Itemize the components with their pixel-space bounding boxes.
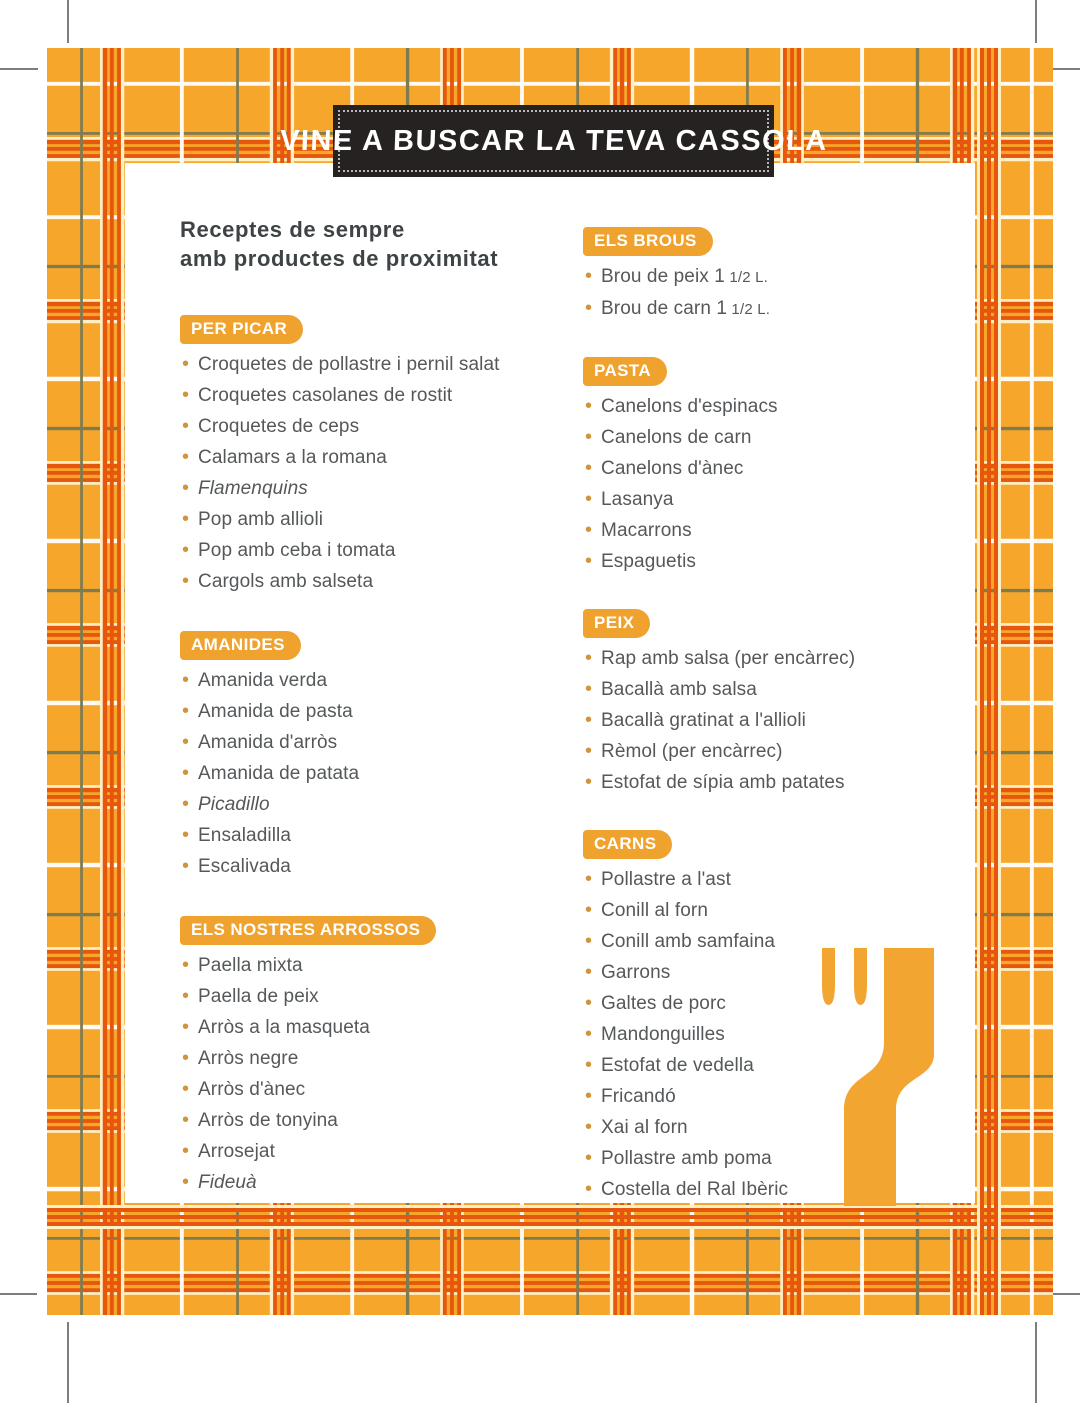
plaid-accent-band-right bbox=[977, 48, 1001, 1315]
bullet-icon: • bbox=[585, 426, 593, 448]
bullet-icon: • bbox=[585, 1023, 593, 1045]
menu-item bbox=[585, 422, 973, 453]
menu-item-label: Canelons de carn bbox=[601, 427, 752, 448]
crop-mark bbox=[1035, 0, 1037, 43]
title-banner-text: VINE A BUSCAR LA TEVA CASSOLA bbox=[279, 124, 828, 157]
menu-item-label: Conill al forn bbox=[601, 900, 709, 921]
menu-item-label: Paella de peix bbox=[198, 986, 319, 1007]
menu-item bbox=[585, 864, 973, 895]
menu-item-label: Pollastre a l'ast bbox=[601, 869, 731, 890]
bullet-icon: • bbox=[182, 954, 190, 976]
menu-item-label: Arròs d'ànec bbox=[198, 1079, 306, 1100]
menu-item-label: Lasanya bbox=[601, 489, 674, 510]
bullet-icon: • bbox=[585, 297, 593, 319]
menu-item bbox=[585, 484, 973, 515]
menu-item-label: Arròs de tonyina bbox=[198, 1110, 338, 1131]
menu-item-label: Amanida de pasta bbox=[198, 701, 353, 722]
menu-item bbox=[182, 1074, 575, 1105]
menu-item-list bbox=[182, 665, 575, 882]
bullet-icon: • bbox=[182, 477, 190, 499]
menu-item-list bbox=[585, 643, 973, 798]
menu-item-label: Canelons d'ànec bbox=[601, 458, 744, 479]
menu-item-list bbox=[585, 391, 973, 577]
plaid-accent-band-bottom bbox=[47, 1205, 1053, 1229]
menu-item bbox=[585, 391, 973, 422]
bullet-icon: • bbox=[182, 700, 190, 722]
menu-item-label: Pop amb ceba i tomata bbox=[198, 540, 396, 561]
menu-item bbox=[182, 696, 575, 727]
menu-item-label: Arròs negre bbox=[198, 1048, 299, 1069]
bullet-icon: • bbox=[182, 539, 190, 561]
bullet-icon: • bbox=[585, 647, 593, 669]
bullet-icon: • bbox=[182, 1140, 190, 1162]
menu-item-label: Arròs a la masqueta bbox=[198, 1017, 370, 1038]
menu-item-label: Rap amb salsa (per encàrrec) bbox=[601, 648, 856, 669]
bullet-icon: • bbox=[182, 731, 190, 753]
bullet-icon: • bbox=[182, 985, 190, 1007]
menu-section bbox=[583, 227, 973, 325]
menu-item bbox=[182, 411, 575, 442]
menu-item-label: Xai al forn bbox=[601, 1117, 688, 1138]
menu-item-list bbox=[585, 261, 973, 325]
menu-section bbox=[583, 357, 973, 577]
menu-item-label: Mandonguilles bbox=[601, 1024, 725, 1045]
bullet-icon: • bbox=[182, 508, 190, 530]
menu-item bbox=[585, 674, 973, 705]
bullet-icon: • bbox=[585, 519, 593, 541]
menu-item-label: Arrosejat bbox=[198, 1141, 275, 1162]
bullet-icon: • bbox=[182, 1016, 190, 1038]
bullet-icon: • bbox=[182, 824, 190, 846]
menu-item-label: Bacallà gratinat a l'allioli bbox=[601, 710, 806, 731]
bullet-icon: • bbox=[585, 550, 593, 572]
menu-item bbox=[182, 380, 575, 411]
bullet-icon: • bbox=[585, 899, 593, 921]
menu-item bbox=[182, 473, 575, 504]
menu-item-label: Estofat de sípia amb patates bbox=[601, 772, 845, 793]
bullet-icon: • bbox=[182, 384, 190, 406]
menu-item-label: Amanida d'arròs bbox=[198, 732, 338, 753]
bullet-icon: • bbox=[182, 855, 190, 877]
bullet-icon: • bbox=[182, 1047, 190, 1069]
menu-item-label: Bacallà amb salsa bbox=[601, 679, 757, 700]
menu-item bbox=[182, 349, 575, 380]
crop-mark bbox=[1035, 1322, 1037, 1403]
menu-item-label: Amanida verda bbox=[198, 670, 328, 691]
menu-item-label: Picadillo bbox=[198, 794, 270, 815]
bullet-icon: • bbox=[585, 740, 593, 762]
menu-item-label: Cargols amb salseta bbox=[198, 571, 374, 592]
intro-line-2: amb productes de proximitat bbox=[180, 246, 499, 271]
crop-mark bbox=[0, 68, 38, 70]
bullet-icon: • bbox=[585, 265, 593, 287]
bullet-icon: • bbox=[585, 488, 593, 510]
title-banner bbox=[279, 105, 828, 177]
intro-line-1: Receptes de sempre bbox=[180, 217, 405, 242]
menu-item-label: Flamenquins bbox=[198, 478, 308, 499]
section-header-pill: PEIX bbox=[583, 609, 650, 638]
menu-item-label: Canelons d'espinacs bbox=[601, 396, 778, 417]
bullet-icon: • bbox=[585, 868, 593, 890]
menu-item-label: Brou de peix 1 bbox=[601, 266, 725, 287]
menu-item-label: Croquetes casolanes de rostit bbox=[198, 385, 453, 406]
menu-item bbox=[182, 1167, 575, 1198]
menu-item bbox=[182, 727, 575, 758]
menu-column-left bbox=[180, 163, 575, 1198]
bullet-icon: • bbox=[182, 1171, 190, 1193]
menu-item-label: Croquetes de pollastre i pernil salat bbox=[198, 354, 500, 375]
bullet-icon: • bbox=[182, 353, 190, 375]
menu-item bbox=[182, 1012, 575, 1043]
bullet-icon: • bbox=[585, 961, 593, 983]
bullet-icon: • bbox=[585, 930, 593, 952]
menu-item-label: Conill amb samfaina bbox=[601, 931, 776, 952]
menu-item bbox=[585, 643, 973, 674]
menu-item-label: Costella del Ral Ibèric bbox=[601, 1179, 789, 1200]
bullet-icon: • bbox=[182, 793, 190, 815]
menu-item-label: Galtes de porc bbox=[601, 993, 726, 1014]
menu-item-size: 1/2 L. bbox=[727, 301, 771, 318]
crop-mark bbox=[67, 1322, 69, 1403]
menu-item bbox=[585, 705, 973, 736]
bullet-icon: • bbox=[585, 1085, 593, 1107]
bullet-icon: • bbox=[182, 669, 190, 691]
bullet-icon: • bbox=[585, 457, 593, 479]
section-header-pill: ELS NOSTRES ARROSSOS bbox=[180, 916, 436, 945]
bullet-icon: • bbox=[182, 446, 190, 468]
section-header-pill: ELS BROUS bbox=[583, 227, 713, 256]
menu-item bbox=[182, 535, 575, 566]
bullet-icon: • bbox=[585, 1178, 593, 1200]
menu-item-label: Pollastre amb poma bbox=[601, 1148, 772, 1169]
menu-item-label: Brou de carn 1 bbox=[601, 298, 728, 319]
menu-item-label: Rèmol (per encàrrec) bbox=[601, 741, 783, 762]
section-header-pill: PASTA bbox=[583, 357, 667, 386]
crop-mark bbox=[67, 0, 69, 43]
bullet-icon: • bbox=[182, 762, 190, 784]
menu-item-list bbox=[182, 349, 575, 597]
menu-item-label: Paella mixta bbox=[198, 955, 303, 976]
menu-item bbox=[585, 895, 973, 926]
menu-item bbox=[585, 736, 973, 767]
bullet-icon: • bbox=[585, 1054, 593, 1076]
bullet-icon: • bbox=[585, 992, 593, 1014]
menu-item-label: Escalivada bbox=[198, 856, 291, 877]
bullet-icon: • bbox=[585, 395, 593, 417]
menu-section bbox=[180, 315, 575, 597]
menu-section bbox=[583, 609, 973, 798]
section-header-pill: PER PICAR bbox=[180, 315, 303, 344]
bullet-icon: • bbox=[182, 415, 190, 437]
menu-item-label: Calamars a la romana bbox=[198, 447, 387, 468]
menu-item-label: Ensaladilla bbox=[198, 825, 292, 846]
menu-item bbox=[182, 1043, 575, 1074]
section-header-pill: AMANIDES bbox=[180, 631, 301, 660]
menu-item-size: 1/2 L. bbox=[724, 269, 769, 286]
menu-item bbox=[585, 453, 973, 484]
menu-item bbox=[182, 820, 575, 851]
menu-item bbox=[182, 1105, 575, 1136]
menu-item-label: Garrons bbox=[601, 962, 671, 983]
menu-item bbox=[182, 566, 575, 597]
menu-section bbox=[180, 916, 575, 1198]
menu-item bbox=[182, 758, 575, 789]
menu-item bbox=[585, 261, 973, 293]
menu-item bbox=[182, 504, 575, 535]
bullet-icon: • bbox=[585, 709, 593, 731]
menu-item bbox=[585, 546, 973, 577]
menu-item bbox=[585, 767, 973, 798]
menu-item bbox=[182, 665, 575, 696]
menu-item-label: Croquetes de ceps bbox=[198, 416, 360, 437]
menu-item bbox=[182, 1136, 575, 1167]
bullet-icon: • bbox=[585, 678, 593, 700]
menu-item-label: Estofat de vedella bbox=[601, 1055, 754, 1076]
menu-item-label: Fideuà bbox=[198, 1172, 257, 1193]
fork-icon bbox=[818, 948, 938, 1208]
crop-mark bbox=[0, 1293, 37, 1295]
menu-item bbox=[585, 293, 973, 325]
bullet-icon: • bbox=[585, 1147, 593, 1169]
menu-item bbox=[182, 950, 575, 981]
menu-item bbox=[182, 851, 575, 882]
bullet-icon: • bbox=[182, 570, 190, 592]
menu-item-label: Pop amb allioli bbox=[198, 509, 324, 530]
menu-item-label: Espaguetis bbox=[601, 551, 697, 572]
bullet-icon: • bbox=[182, 1109, 190, 1131]
menu-item bbox=[585, 515, 973, 546]
bullet-icon: • bbox=[585, 771, 593, 793]
menu-item bbox=[182, 981, 575, 1012]
menu-item-label: Amanida de patata bbox=[198, 763, 360, 784]
menu-item bbox=[182, 789, 575, 820]
menu-item bbox=[182, 442, 575, 473]
menu-item-label: Macarrons bbox=[601, 520, 692, 541]
menu-item-list bbox=[182, 950, 575, 1198]
menu-section bbox=[180, 631, 575, 882]
bullet-icon: • bbox=[182, 1078, 190, 1100]
section-header-pill: CARNS bbox=[583, 830, 672, 859]
intro-heading bbox=[180, 215, 575, 273]
bullet-icon: • bbox=[585, 1116, 593, 1138]
menu-item-label: Fricandó bbox=[601, 1086, 676, 1107]
